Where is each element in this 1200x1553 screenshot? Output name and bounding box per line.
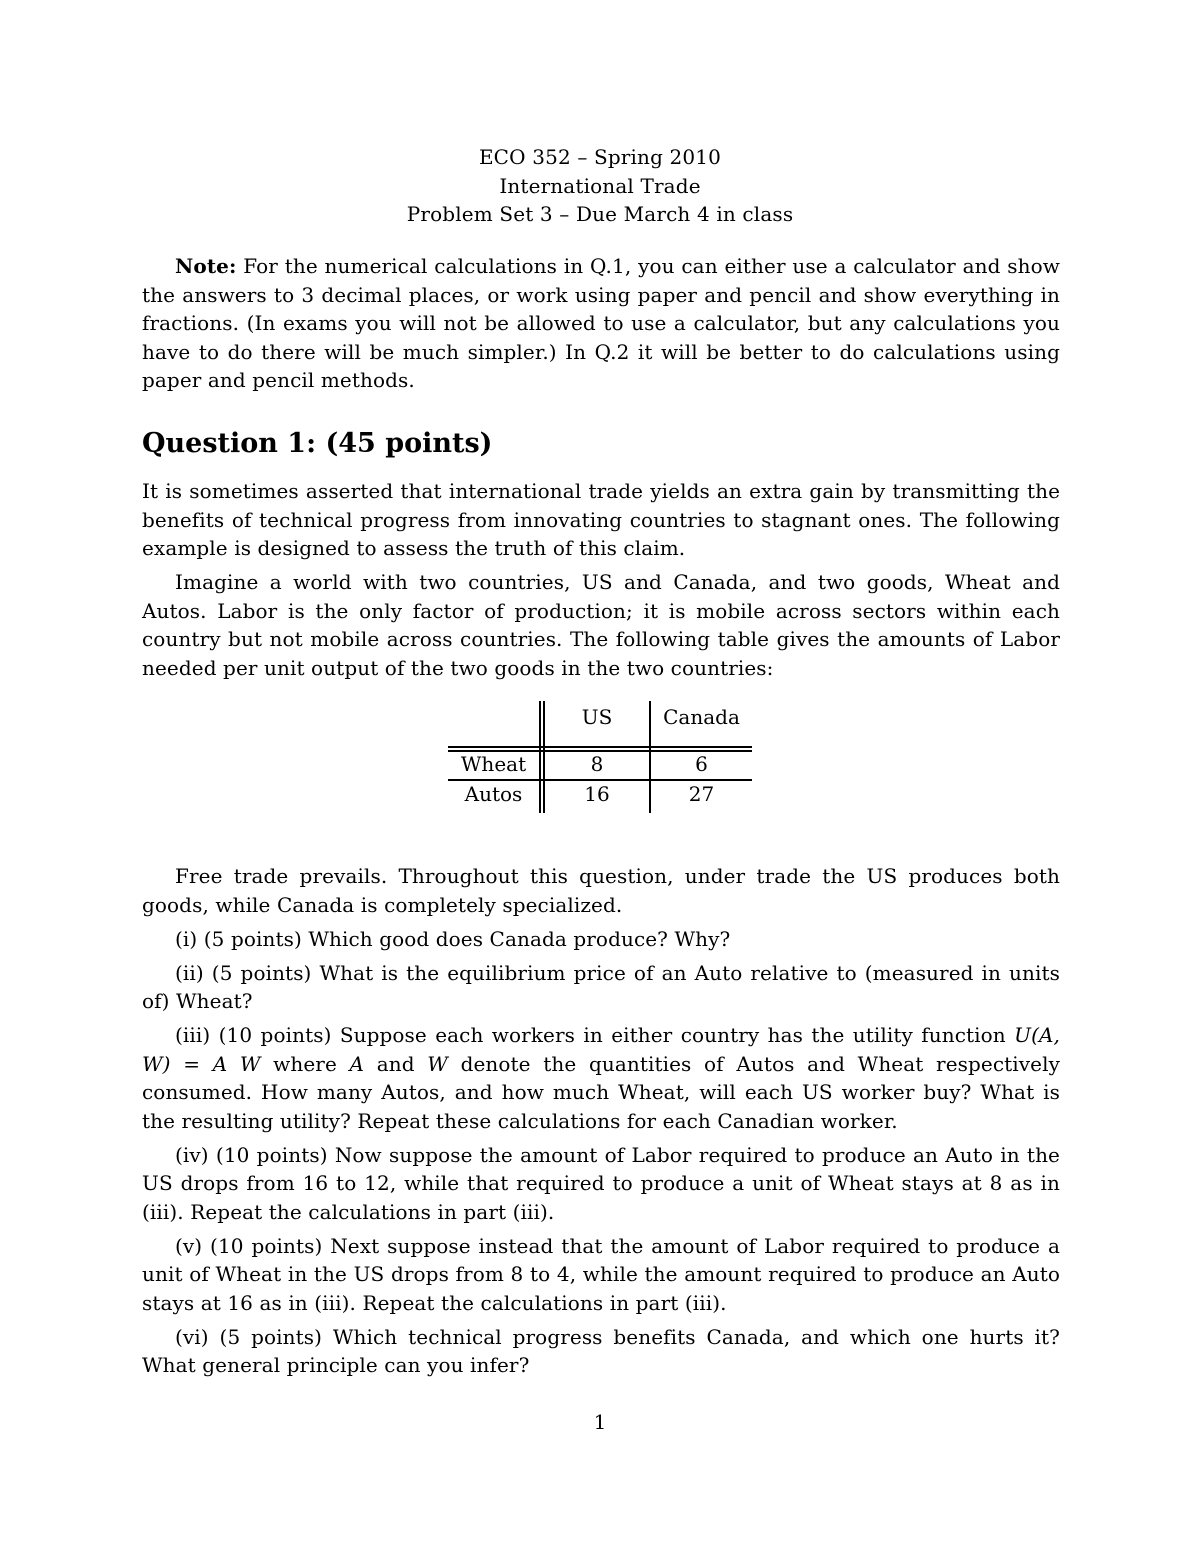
column-header-canada: Canada bbox=[663, 705, 740, 729]
math-var-w: W bbox=[427, 1051, 448, 1076]
q1-paragraph-2: Imagine a world with two countries, US and Canada, and two goods, Wheat and Autos. Labor is the only factor of production; it is mobile across sectors within each country but not mobile across countries. The following table gives the amounts of Labor needed per unit output of the two goods in the two countries: bbox=[142, 570, 1060, 680]
part-iii bbox=[142, 1021, 1060, 1135]
cell-wheat-us: 8 bbox=[590, 752, 604, 776]
part-iii-text-c: and bbox=[364, 1051, 428, 1076]
part-iv: (iv) (10 points) Now suppose the amount of Labor required to produce an Auto in the US drops from 16 to 12, while that required to produce a unit of Wheat stays at 8 as in (iii). Repeat the calculations in part (iii). bbox=[142, 1142, 1060, 1224]
course-subtitle: International Trade bbox=[499, 173, 701, 198]
part-v: (v) (10 points) Next suppose instead that the amount of Labor required to produce a unit of Wheat in the US drops from 8 to 4, while the amount required to produce an Auto stays at 16 as in (iii). Repeat the calculations in part (iii). bbox=[142, 1233, 1060, 1315]
note-text: For the numerical calculations in Q.1, you can either use a calculator and show the answers to 3 decimal places, or work using paper and pencil and show everything in fractions. (In exams you will not be allowed to use a calculator, but any calculations you have to do there will be much simpler.) In Q.2 it will be better to do calculations using paper and pencil methods. bbox=[142, 254, 1060, 392]
question-1-parts bbox=[142, 862, 1060, 1380]
document-header bbox=[0, 143, 1200, 229]
assignment-title: Problem Set 3 – Due March 4 in class bbox=[406, 202, 794, 226]
column-header-us: US bbox=[581, 705, 613, 729]
part-iii-text-d: denote the quantities of Autos and Wheat respectively consumed. How many Autos, and how much Wheat, will each US worker buy? What is the resulting utility? Repeat these calculations for each Canadian worker. bbox=[142, 1051, 1060, 1133]
q1-paragraph-3: Free trade prevails. Throughout this question, under trade the US produces both goods, while Canada is completely specialized. bbox=[142, 864, 1060, 917]
row-label-wheat: Wheat bbox=[460, 752, 527, 776]
math-var-a: A bbox=[349, 1051, 365, 1076]
labor-requirements-table bbox=[448, 701, 752, 813]
cell-wheat-canada: 6 bbox=[695, 752, 708, 776]
cell-autos-us: 16 bbox=[584, 782, 610, 806]
utility-function-math: U(A, W) = A W bbox=[142, 1023, 1060, 1076]
part-ii: (ii) (5 points) What is the equilibrium price of an Auto relative to (measured in units of) Wheat? bbox=[142, 960, 1060, 1013]
course-title: ECO 352 – Spring 2010 bbox=[478, 145, 722, 169]
question-1-title: Question 1: (45 points) bbox=[142, 428, 493, 459]
page-number: 1 bbox=[593, 1410, 607, 1434]
note-section bbox=[142, 252, 1060, 395]
part-iii-text-b: where bbox=[260, 1051, 350, 1076]
part-vi: (vi) (5 points) Which technical progress benefits Canada, and which one hurts it? What general principle can you infer? bbox=[142, 1324, 1060, 1377]
note-paragraph bbox=[142, 252, 1060, 395]
q1-paragraph-1: It is sometimes asserted that international trade yields an extra gain by transmitting the benefits of technical progress from innovating countries to stagnant ones. The following example is designed to assess the truth of this claim. bbox=[142, 479, 1060, 560]
note-label: Note: bbox=[175, 254, 237, 278]
row-label-autos: Autos bbox=[464, 782, 523, 806]
part-i: (i) (5 points) Which good does Canada produce? Why? bbox=[175, 926, 731, 951]
cell-autos-canada: 27 bbox=[688, 782, 715, 806]
part-iii-text-a: (iii) (10 points) Suppose each workers in either country has the utility function bbox=[175, 1023, 1015, 1047]
question-1-intro bbox=[142, 477, 1060, 682]
